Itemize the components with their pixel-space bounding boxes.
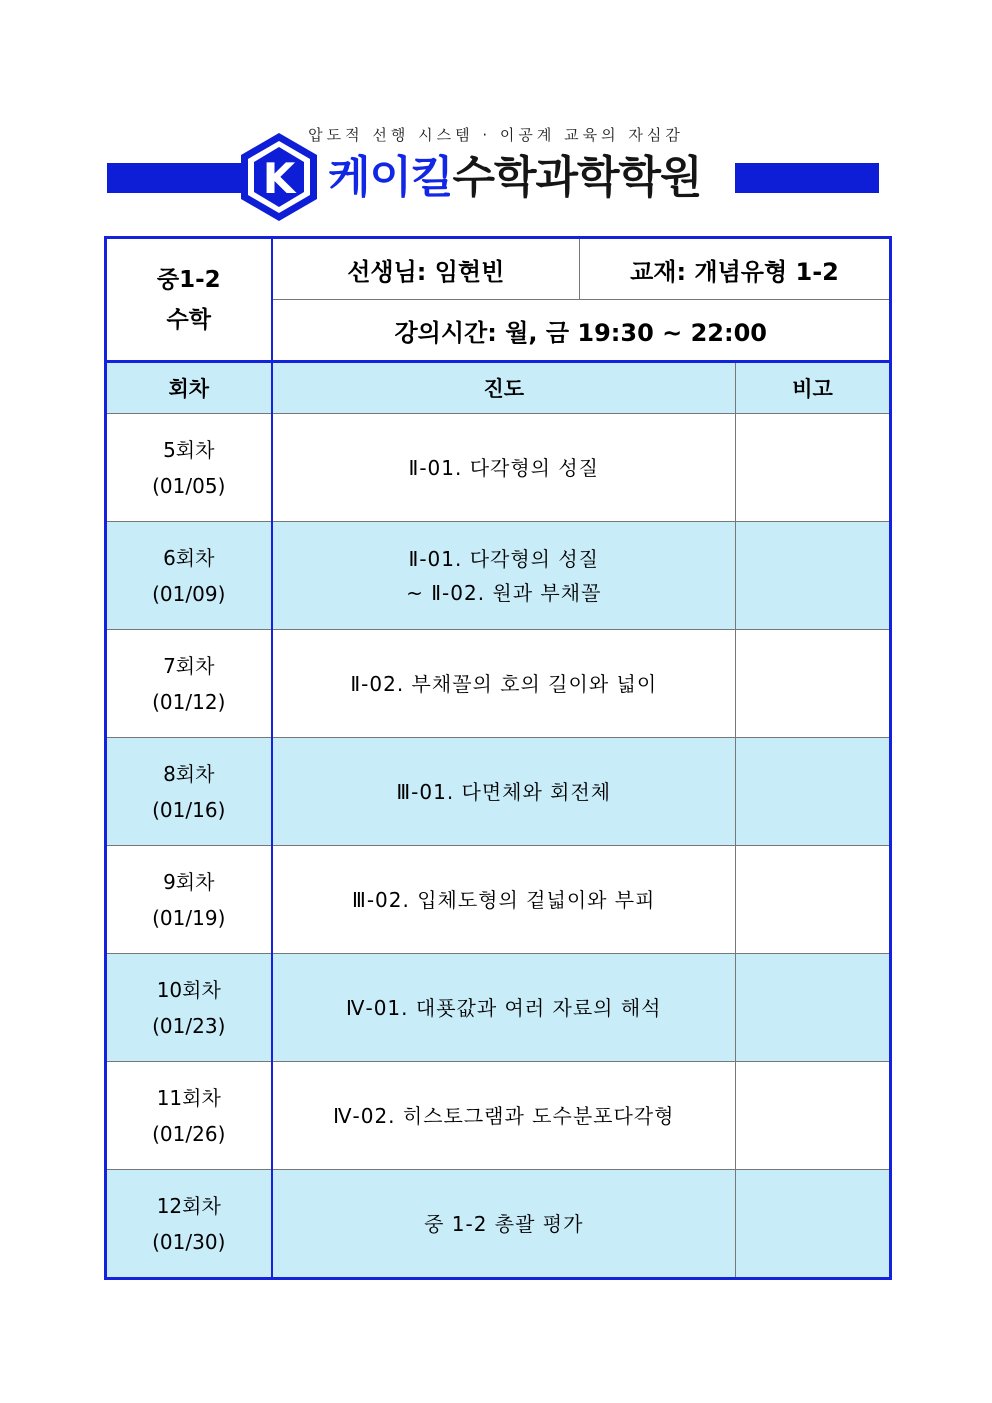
session-cell [106,846,272,954]
session-number: 6회차 [163,545,215,570]
topic-text: 중 1-2 총괄 평가 [424,1211,584,1236]
info-row-top [106,238,891,300]
note-cell [736,630,891,738]
grade-label: 중1-2 [156,266,221,293]
progress-cell [272,1170,736,1279]
note-cell [736,1170,891,1279]
session-cell [106,414,272,522]
topic-text: Ⅳ-02. 히스토그램과 도수분포다각형 [333,1103,675,1128]
session-cell [106,954,272,1062]
note-cell [736,1062,891,1170]
session-number: 8회차 [163,761,215,786]
session-date: (01/12) [152,689,226,714]
textbook-label: 교재: 개념유형 1-2 [580,238,891,300]
brand-part1: 케이킬 [328,152,453,203]
table-row [106,954,891,1062]
session-date: (01/09) [152,581,226,606]
session-number: 12회차 [156,1193,221,1218]
session-number: 11회차 [156,1085,221,1110]
class-cell [106,238,272,362]
session-date: (01/19) [152,905,226,930]
topic-text: Ⅲ-01. 다면체와 회전체 [396,779,612,804]
session-date: (01/26) [152,1121,226,1146]
logo-letter: K [262,154,296,203]
progress-cell [272,738,736,846]
slogan: 압도적 선행 시스템 · 이공계 교육의 자심감 [308,126,684,144]
note-cell [736,414,891,522]
session-number: 9회차 [163,869,215,894]
session-cell [106,630,272,738]
session-date: (01/05) [152,473,226,498]
column-header-note: 비고 [736,362,891,414]
progress-cell [272,522,736,630]
teacher-label: 선생님: 임현빈 [272,238,580,300]
progress-cell [272,1062,736,1170]
table-row [106,630,891,738]
k-hexagon-logo-icon [238,131,320,223]
note-cell [736,954,891,1062]
table-row [106,1170,891,1279]
session-date: (01/30) [152,1229,226,1254]
header-bar-left [107,163,257,193]
academy-name [324,146,710,210]
header-bar-right [735,163,879,193]
table-row [106,414,891,522]
session-cell [106,522,272,630]
column-header-session: 회차 [106,362,272,414]
topic-text-continued: ~ Ⅱ-02. 원과 부채꼴 [406,580,602,605]
session-date: (01/16) [152,797,226,822]
table-row [106,1062,891,1170]
column-header-progress: 진도 [272,362,736,414]
note-cell [736,846,891,954]
topic-text: Ⅱ-01. 다각형의 성질 [408,546,599,571]
table-row [106,846,891,954]
progress-cell [272,846,736,954]
note-cell [736,522,891,630]
topic-text: Ⅱ-02. 부채꼴의 호의 길이와 넓이 [350,671,658,696]
schedule-table [104,236,892,1280]
brand-part2: 수학과학학원 [452,152,702,203]
topic-text: Ⅱ-01. 다각형의 성질 [408,455,599,480]
table-row [106,522,891,630]
session-number: 10회차 [156,977,221,1002]
subject-label: 수학 [166,306,211,333]
topic-text: Ⅲ-02. 입체도형의 겉넓이와 부피 [352,887,656,912]
session-cell [106,1170,272,1279]
progress-cell [272,414,736,522]
session-number: 5회차 [163,437,215,462]
session-number: 7회차 [163,653,215,678]
academy-header [0,0,992,230]
session-cell [106,1062,272,1170]
note-cell [736,738,891,846]
progress-cell [272,630,736,738]
table-row [106,738,891,846]
session-cell [106,738,272,846]
schedule-time-label: 강의시간: 월, 금 19:30 ~ 22:00 [272,300,891,362]
progress-cell [272,954,736,1062]
column-header-row [106,362,891,414]
topic-text: Ⅳ-01. 대푯값과 여러 자료의 해석 [346,995,662,1020]
session-date: (01/23) [152,1013,226,1038]
